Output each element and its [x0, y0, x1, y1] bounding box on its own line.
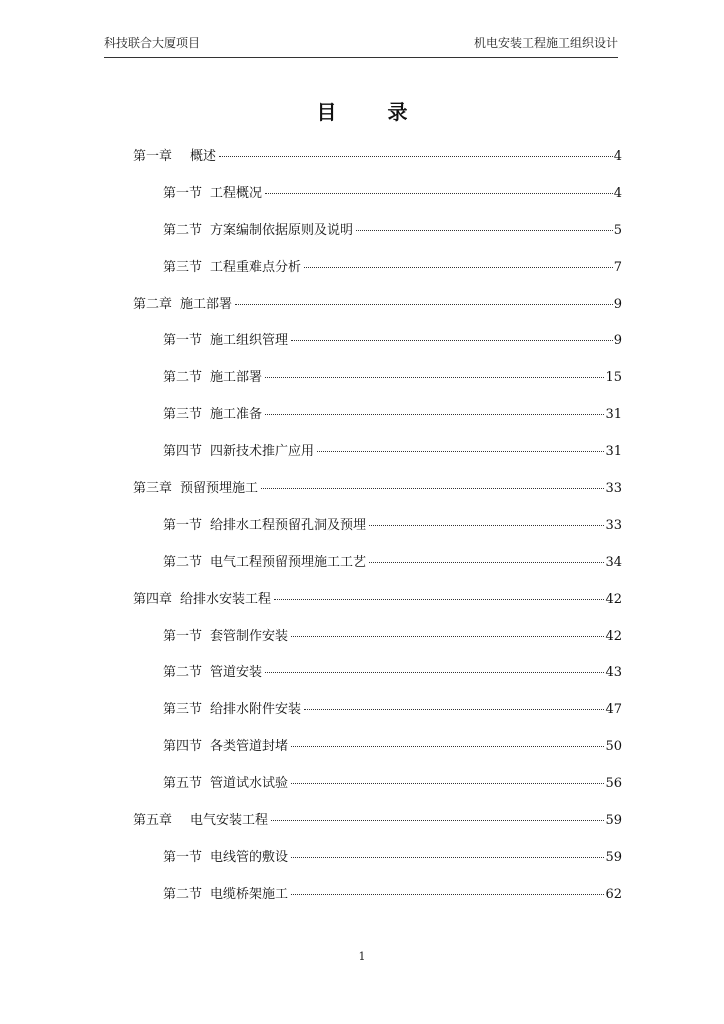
toc-dot-leader: [369, 525, 604, 526]
header-project-name: 科技联合大厦项目: [104, 36, 201, 50]
toc-entry-title: 各类管道封堵: [210, 739, 289, 755]
toc-section-entry[interactable]: [133, 217, 622, 254]
toc-dot-leader: [291, 783, 604, 784]
toc-entry-number: 第四节: [163, 739, 203, 755]
toc-dot-leader: [235, 304, 613, 305]
toc-section-entry[interactable]: [133, 254, 622, 291]
toc-entry-number: 第二节: [163, 554, 203, 570]
toc-entry-number: 第三节: [163, 259, 203, 275]
toc-section-entry[interactable]: [133, 881, 622, 918]
toc-entry-page: 42: [605, 591, 622, 607]
toc-chapter-entry[interactable]: [133, 291, 622, 328]
toc-section-entry[interactable]: [133, 327, 622, 364]
header-document-title: 机电安装工程施工组织设计: [473, 36, 618, 50]
toc-entry-page: 7: [613, 259, 622, 275]
toc-entry-number: 第一节: [163, 185, 203, 201]
toc-dot-leader: [265, 414, 604, 415]
toc-chapter-entry[interactable]: [133, 586, 622, 623]
toc-entry-title: 给排水工程预留孔洞及预埋: [210, 517, 367, 533]
toc-section-entry[interactable]: [133, 364, 622, 401]
toc-dot-leader: [265, 377, 604, 378]
toc-section-entry[interactable]: [133, 549, 622, 586]
toc-entry-page: 62: [605, 886, 622, 902]
toc-entry-page: 5: [613, 222, 622, 238]
toc-entry-number: 第二章: [133, 296, 173, 312]
toc-dot-leader: [219, 156, 613, 157]
toc-entry-title: 电气工程预留预埋施工工艺: [210, 554, 367, 570]
toc-dot-leader: [274, 599, 604, 600]
toc-entry-number: 第一节: [163, 333, 203, 349]
toc-entry-title: 概述: [190, 149, 217, 164]
toc-section-entry[interactable]: [133, 770, 622, 807]
toc-entry-number: 第二节: [163, 665, 203, 681]
toc-dot-leader: [291, 636, 604, 637]
toc-entry-page: 42: [605, 628, 622, 644]
toc-entry-number: 第二节: [163, 222, 203, 238]
toc-entry-title: 给排水安装工程: [180, 591, 272, 607]
toc-entry-title: 工程重难点分析: [210, 259, 302, 275]
toc-entry-number: 第三节: [163, 702, 203, 718]
toc-section-entry[interactable]: [133, 844, 622, 881]
toc-entry-number: 第三章: [133, 481, 173, 497]
toc-entry-title: 电气安装工程: [190, 813, 269, 829]
page-header: [104, 33, 618, 55]
toc-entry-title: 电线管的敷设: [210, 849, 289, 865]
toc-section-entry[interactable]: [133, 180, 622, 217]
toc-section-entry[interactable]: [133, 696, 622, 733]
toc-entry-title: 套管制作安装: [210, 628, 289, 644]
toc-entry-page: 50: [605, 739, 622, 755]
toc-entry-page: 31: [605, 407, 622, 423]
toc-chapter-entry[interactable]: [133, 475, 622, 512]
toc-title: 目 录: [316, 100, 430, 124]
toc-entry-title: 方案编制依据原则及说明: [210, 222, 354, 238]
toc-entry-number: 第四章: [133, 591, 173, 607]
toc-entry-number: 第三节: [163, 407, 203, 423]
toc-entry-page: 9: [613, 333, 622, 349]
toc-entry-page: 56: [605, 776, 622, 792]
toc-dot-leader: [304, 267, 613, 268]
toc-entry-number: 第四节: [163, 444, 203, 460]
toc-entry-title: 四新技术推广应用: [210, 444, 315, 460]
toc-dot-leader: [265, 193, 613, 194]
toc-entry-page: 9: [613, 296, 622, 312]
toc-chapter-entry[interactable]: [133, 807, 622, 844]
toc-dot-leader: [356, 230, 613, 231]
toc-entry-title: 施工准备: [210, 407, 263, 423]
toc-entry-title: 预留预埋施工: [180, 481, 259, 497]
toc-section-entry[interactable]: [133, 438, 622, 475]
toc-dot-leader: [291, 746, 604, 747]
toc-dot-leader: [261, 488, 604, 489]
toc-entry-page: 59: [605, 849, 622, 865]
toc-entry-number: 第一节: [163, 517, 203, 533]
toc-entry-page: 47: [605, 702, 622, 718]
toc-dot-leader: [317, 451, 604, 452]
toc-entry-title: 管道安装: [210, 665, 263, 681]
toc-chapter-entry[interactable]: [133, 143, 622, 180]
toc-entry-title: 管道试水试验: [210, 776, 289, 792]
toc-entry-page: 33: [605, 517, 622, 533]
toc-section-entry[interactable]: [133, 659, 622, 696]
toc-section-entry[interactable]: [133, 623, 622, 660]
toc-entry-page: 4: [613, 149, 622, 164]
toc-entry-number: 第五章: [133, 813, 173, 829]
toc-section-entry[interactable]: [133, 512, 622, 549]
toc-entry-number: 第二节: [163, 886, 203, 902]
toc-dot-leader: [271, 820, 604, 821]
toc-section-entry[interactable]: [133, 733, 622, 770]
toc-entry-number: 第五节: [163, 776, 203, 792]
toc-dot-leader: [291, 857, 604, 858]
page-number: 1: [358, 950, 366, 963]
toc-entry-number: 第一节: [163, 628, 203, 644]
toc-dot-leader: [369, 562, 604, 563]
toc-dot-leader: [291, 894, 604, 895]
toc-dot-leader: [265, 672, 604, 673]
toc-dot-leader: [304, 709, 604, 710]
toc-entry-page: 4: [613, 185, 622, 201]
toc-dot-leader: [291, 340, 613, 341]
toc-entry-page: 34: [605, 554, 622, 570]
toc-entry-page: 15: [605, 370, 622, 386]
toc-entry-title: 电缆桥架施工: [210, 886, 289, 902]
toc-entry-page: 59: [605, 813, 622, 829]
toc-entry-number: 第一节: [163, 849, 203, 865]
toc-entry-page: 31: [605, 444, 622, 460]
toc-entry-title: 工程概况: [210, 185, 263, 201]
toc-entry-title: 施工部署: [210, 370, 263, 386]
toc-entry-number: 第一章: [133, 149, 173, 164]
toc-entry-title: 给排水附件安装: [210, 702, 302, 718]
toc-entry-number: 第二节: [163, 370, 203, 386]
toc-entry-page: 43: [605, 665, 622, 681]
toc-section-entry[interactable]: [133, 401, 622, 438]
header-divider: [104, 57, 618, 58]
table-of-contents: [133, 143, 622, 918]
toc-entry-title: 施工组织管理: [210, 333, 289, 349]
toc-entry-title: 施工部署: [180, 296, 233, 312]
toc-entry-page: 33: [605, 481, 622, 497]
